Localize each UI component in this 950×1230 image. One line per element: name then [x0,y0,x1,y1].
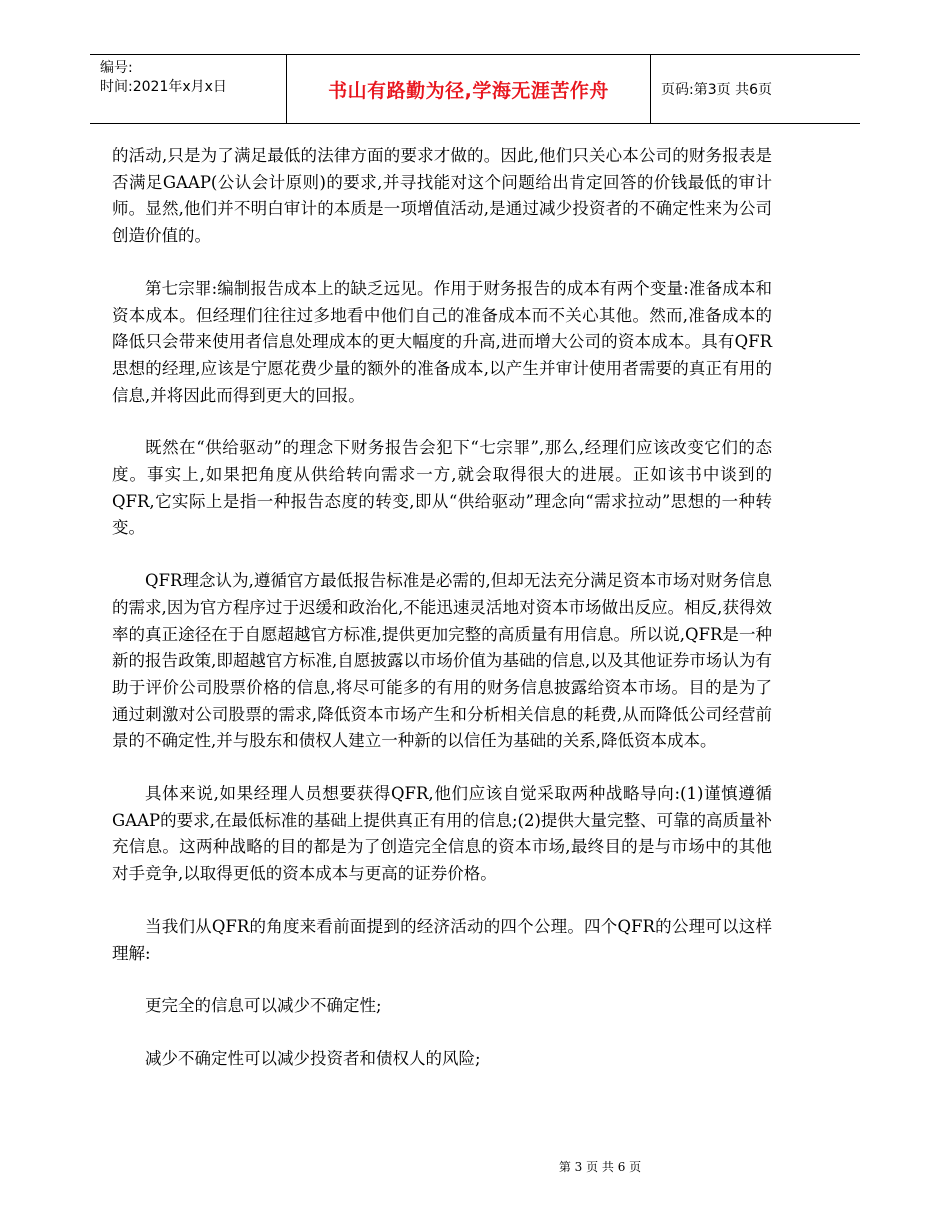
header-motto: 书山有路勤为径,学海无涯苦作舟 [286,55,651,123]
document-body [112,143,772,1099]
page-header [90,54,860,124]
paragraph: 当我们从QFR的角度来看前面提到的经济活动的四个公理。四个QFR的公理可以这样理解: [112,916,772,963]
paragraph: 更完全的信息可以减少不确定性; [145,996,382,1016]
header-page-info: 页码:第3页 共6页 [661,82,772,98]
paragraph: 减少不确定性可以减少投资者和债权人的风险; [145,1048,481,1068]
header-meta [90,55,286,123]
paragraph: 的活动,只是为了满足最低的法律方面的要求才做的。因此,他们只关心本公司的财务报表是否满足GAAP(公认会计原则)的要求,并寻找能对这个问题给出肯定回答的价钱最低的审计师。显然,他们并不明白审计的本质是一项增值活动,是通过减少投资者的不确定性来为公司创造价值的。 [112,146,772,246]
time-label: 时间:2021年x月x日 [100,79,227,95]
paragraph: QFR理念认为,遵循官方最低报告标准是必需的,但却无法充分满足资本市场对财务信息的需求,因为官方程序过于迟缓和政治化,不能迅速灵活地对资本市场做出反应。相反,获得效率的真正途径在于自愿超越官方标准,提供更加完整的高质量有用信息。所以说,QFR是一种新的报告政策,即超越官方标准,自愿披露以市场价值为基础的信息,以及其他证券市场认为有助于评价公司股票价格的信息,将尽可能多的有用的财务信息披露给资本市场。目的是为了通过刺激对公司股票的需求,降低资本市场产生和分析相关信息的耗费,从而降低公司经营前景的不确定性,并与股东和债权人建立一种新的以信任为基础的关系,降低资本成本。 [112,571,772,751]
paragraph: 第七宗罪:编制报告成本上的缺乏远见。作用于财务报告的成本有两个变量:准备成本和资本成本。但经理们往往过多地看中他们自己的准备成本而不关心其他。然而,准备成本的降低只会带来使用者信息处理成本的更大幅度的升高,进而增大公司的资本成本。具有QFR思想的经理,应该是宁愿花费少量的额外的准备成本,以产生并审计使用者需要的真正有用的信息,并将因此而得到更大的回报。 [112,278,772,405]
paragraph: 既然在“供给驱动”的理念下财务报告会犯下“七宗罪”,那么,经理们应该改变它们的态度。事实上,如果把角度从供给转向需求一方,就会取得很大的进展。正如该书中谈到的QFR,它实际上是指一种报告态度的转变,即从“供给驱动”理念向“需求拉动”思想的一种转变。 [112,438,772,538]
paragraph: 具体来说,如果经理人员想要获得QFR,他们应该自觉采取两种战略导向:(1)谨慎遵循GAAP的要求,在最低标准的基础上提供真正有用的信息;(2)提供大量完整、可靠的高质量补充信息。这两种战略的目的都是为了创造完全信息的资本市场,最终目的是与市场中的其他对手竞争,以取得更低的资本成本与更高的证券价格。 [112,784,772,884]
number-label: 编号: [100,60,133,76]
page-footer: 第 3 页 共 6 页 [558,1160,642,1174]
